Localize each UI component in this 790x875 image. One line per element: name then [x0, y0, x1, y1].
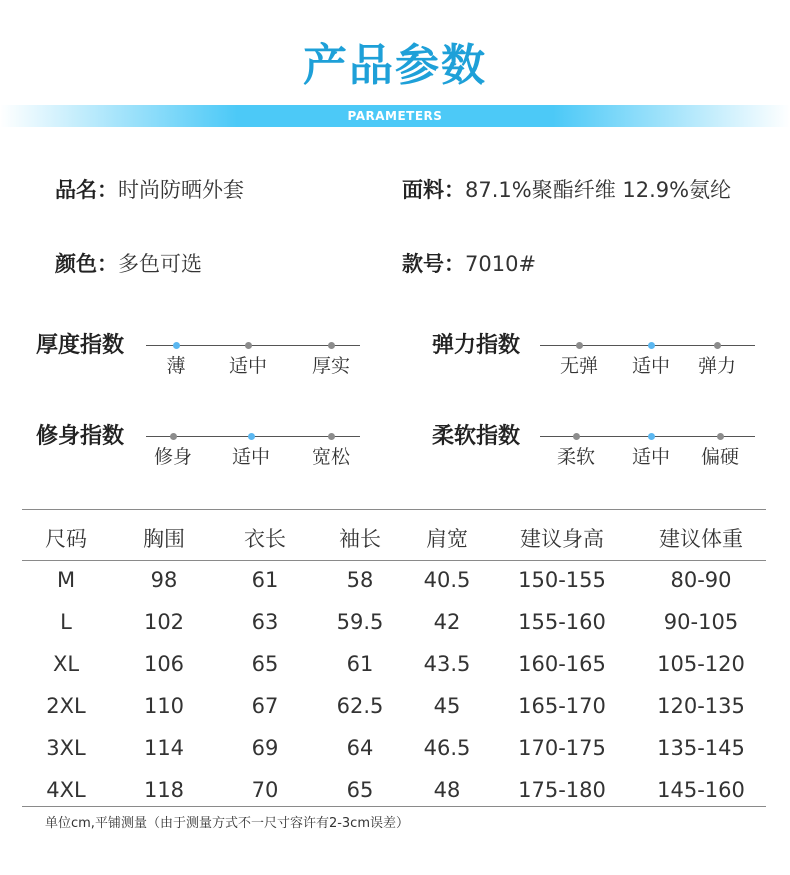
color-value: 多色可选	[118, 252, 202, 276]
table-cell: 58	[346, 568, 374, 592]
table-cell: L	[60, 610, 72, 634]
index-level-label: 弹力	[697, 355, 736, 377]
table-header-cell: 袖长	[339, 527, 381, 551]
table-header-cell: 建议体重	[659, 527, 743, 551]
table-header-rule	[22, 560, 766, 561]
table-cell: 98	[150, 568, 178, 592]
index-title: 修身指数	[36, 424, 125, 449]
info-fabric	[402, 176, 731, 204]
info-style-number	[402, 250, 536, 278]
table-cell: 64	[346, 736, 374, 760]
table-cell: 48	[433, 778, 461, 802]
table-cell: 110	[143, 694, 185, 718]
subtitle-text: PARAMETERS	[347, 109, 443, 123]
table-cell: 106	[143, 652, 185, 676]
table-cell: 40.5	[423, 568, 471, 592]
index-dot	[717, 433, 724, 440]
table-cell: 118	[143, 778, 185, 802]
index-level-label: 无弹	[559, 355, 598, 377]
index-title: 厚度指数	[36, 333, 125, 358]
table-cell: 170-175	[518, 736, 606, 760]
table-cell: 63	[251, 610, 279, 634]
table-header-cell: 肩宽	[426, 527, 468, 551]
table-cell: 65	[346, 778, 374, 802]
index-selected-dot	[173, 342, 180, 349]
table-cell: 105-120	[657, 652, 745, 676]
table-cell: 61	[251, 568, 279, 592]
page-title: 产品参数	[303, 40, 487, 91]
table-cell: 70	[251, 778, 279, 802]
table-cell: 135-145	[657, 736, 745, 760]
table-cell: 59.5	[336, 610, 384, 634]
name-value: 时尚防晒外套	[118, 178, 244, 202]
table-cell: 155-160	[518, 610, 606, 634]
table-cell: M	[56, 568, 76, 592]
table-cell: 4XL	[46, 778, 86, 802]
index-level-label: 适中	[228, 355, 267, 377]
table-cell: 46.5	[423, 736, 471, 760]
index-dot	[573, 433, 580, 440]
index-level-label: 修身	[153, 446, 192, 468]
fabric-value: 87.1%聚酯纤维 12.9%氨纶	[465, 178, 732, 202]
table-cell: 3XL	[46, 736, 86, 760]
table-cell: 80-90	[670, 568, 732, 592]
table-header-cell: 建议身高	[520, 527, 604, 551]
index-level-label: 宽松	[311, 446, 350, 468]
table-cell: 175-180	[518, 778, 606, 802]
table-bottom-rule	[22, 806, 766, 807]
table-cell: 120-135	[657, 694, 745, 718]
index-dot	[576, 342, 583, 349]
table-cell: 145-160	[657, 778, 745, 802]
index-level-label: 柔软	[556, 446, 595, 468]
table-cell: 69	[251, 736, 279, 760]
index-selected-dot	[648, 342, 655, 349]
index-dot	[328, 342, 335, 349]
measurement-note: 单位cm,平铺测量（由于测量方式不一尺寸容许有2-3cm误差）	[45, 816, 409, 831]
table-cell: 114	[143, 736, 185, 760]
index-level-label: 适中	[631, 355, 670, 377]
table-header-cell: 尺码	[45, 527, 87, 551]
table-cell: 102	[143, 610, 185, 634]
info-color	[55, 250, 202, 278]
table-cell: 67	[251, 694, 279, 718]
color-label: 颜色：	[55, 252, 118, 276]
index-dot	[328, 433, 335, 440]
style-value: 7010#	[465, 252, 537, 276]
index-dot	[170, 433, 177, 440]
index-dot	[245, 342, 252, 349]
index-selected-dot	[248, 433, 255, 440]
table-cell: 2XL	[46, 694, 86, 718]
table-cell: 160-165	[518, 652, 606, 676]
table-cell: XL	[52, 652, 80, 676]
table-top-rule	[22, 509, 766, 510]
table-cell: 45	[433, 694, 461, 718]
table-cell: 65	[251, 652, 279, 676]
subtitle-band	[0, 105, 790, 127]
index-level-label: 适中	[631, 446, 670, 468]
table-cell: 165-170	[518, 694, 606, 718]
index-dot	[714, 342, 721, 349]
index-title: 弹力指数	[432, 333, 521, 358]
table-cell: 150-155	[518, 568, 606, 592]
index-level-label: 薄	[166, 355, 186, 377]
table-cell: 62.5	[336, 694, 384, 718]
index-level-label: 适中	[231, 446, 270, 468]
fabric-label: 面料：	[402, 178, 465, 202]
table-cell: 61	[346, 652, 374, 676]
index-level-label: 偏硬	[700, 446, 739, 468]
table-cell: 90-105	[663, 610, 739, 634]
index-title: 柔软指数	[432, 424, 521, 449]
style-label: 款号：	[402, 252, 465, 276]
index-level-label: 厚实	[311, 355, 350, 377]
table-header-cell: 胸围	[143, 527, 185, 551]
table-cell: 43.5	[423, 652, 471, 676]
info-product-name	[55, 176, 244, 204]
table-header-cell: 衣长	[244, 527, 286, 551]
name-label: 品名：	[55, 178, 118, 202]
table-cell: 42	[433, 610, 461, 634]
index-selected-dot	[648, 433, 655, 440]
